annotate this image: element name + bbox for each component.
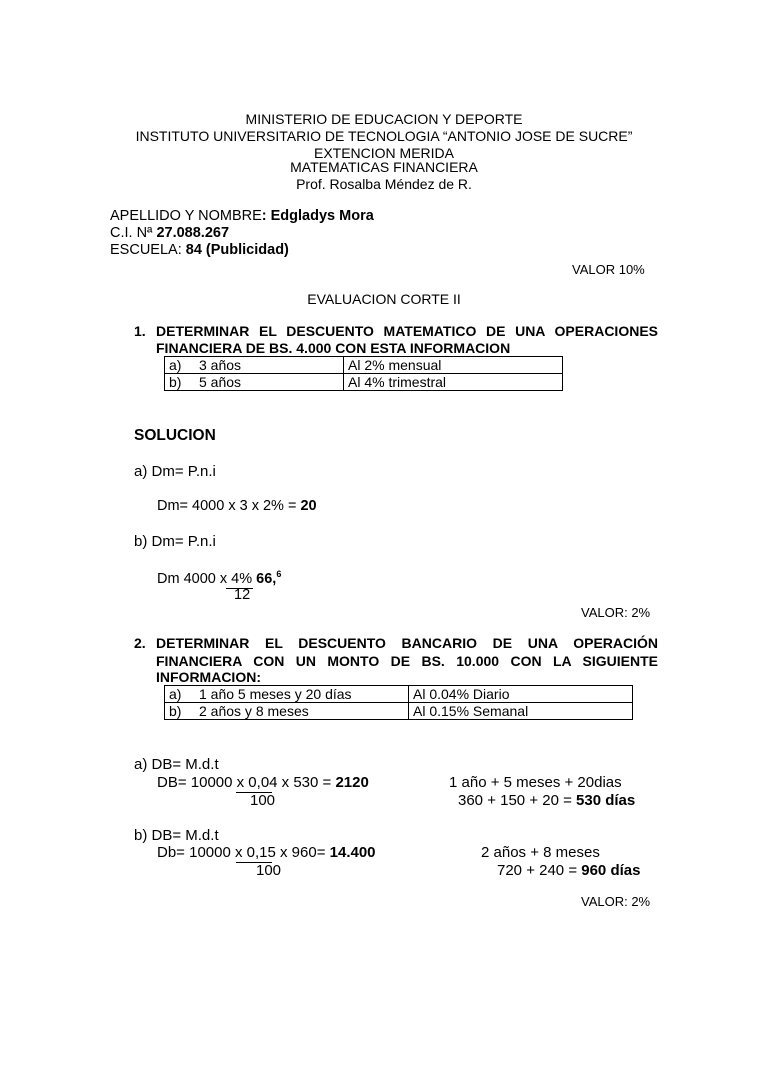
solution-1b-calc xyxy=(157,569,281,587)
row-letter: a) xyxy=(169,357,182,373)
solution-2b-formula: b) DB= M.d.t xyxy=(134,827,219,844)
valor-question-1: VALOR: 2% xyxy=(581,605,651,620)
calc-result: 66, xyxy=(256,570,277,587)
table-cell xyxy=(165,686,409,703)
student-school-label: ESCUELA: xyxy=(110,242,186,258)
calc-text: Db= 10000 x 0,15 x 960= xyxy=(157,844,330,861)
solution-2a-formula: a) DB= M.d.t xyxy=(134,756,219,773)
row-time: 2 años y 8 meses xyxy=(199,703,309,719)
table-row xyxy=(165,703,633,720)
row-rate: Al 0.04% Diario xyxy=(413,686,510,702)
student-school-value: 84 (Publicidad) xyxy=(185,242,289,258)
institute-title: INSTITUTO UNIVERSITARIO DE TECNOLOGIA “ANTONIO JOSE DE SUCRE” xyxy=(135,128,633,144)
professor-name: Prof. Rosalba Méndez de R. xyxy=(296,176,472,192)
row-rate: Al 4% trimestral xyxy=(348,374,447,390)
solution-2a-denominator: 100 xyxy=(250,792,276,809)
student-ci-row xyxy=(110,225,229,241)
calc-text: DB= 10000 x 0,04 x 530 = xyxy=(157,774,336,791)
calc-text: Dm 4000 x 4% xyxy=(157,570,257,587)
solucion-heading: SOLUCION xyxy=(134,427,216,444)
table-row xyxy=(165,686,633,703)
table-row xyxy=(165,374,563,391)
row-letter: a) xyxy=(169,686,182,702)
sum-result: 960 días xyxy=(581,862,641,879)
question-1-table xyxy=(164,356,563,391)
question-2-line2: FINANCIERA CON UN MONTO DE BS. 10.000 CON LA SIGUIENTE xyxy=(156,653,658,669)
sum-text: 720 + 240 = xyxy=(497,862,582,879)
solution-2b-days-sum xyxy=(497,862,640,879)
question-1-line1: DETERMINAR EL DESCUENTO MATEMATICO DE UNA OPERACIONES xyxy=(156,323,658,339)
student-name-row xyxy=(110,208,374,224)
student-ci-label: C.I. Nª xyxy=(110,225,157,241)
question-2-number: 2. xyxy=(134,635,146,651)
evaluation-title: EVALUACION CORTE II xyxy=(307,291,461,307)
calc-superscript: 6 xyxy=(276,569,282,579)
solution-2b-days-breakdown: 2 años + 8 meses xyxy=(481,844,600,861)
solution-2a-days-breakdown: 1 año + 5 meses + 20dias xyxy=(449,774,622,791)
row-rate: Al 2% mensual xyxy=(348,357,442,373)
question-2-line3: INFORMACION: xyxy=(156,669,261,685)
solution-2a-days-sum xyxy=(458,792,635,809)
solution-1b-formula: b) Dm= P.n.i xyxy=(134,533,216,550)
table-cell xyxy=(165,374,344,391)
table-cell xyxy=(165,357,344,374)
question-2-table xyxy=(164,685,633,720)
question-2-line1: DETERMINAR EL DESCUENTO BANCARIO DE UNA OPERACIÓN xyxy=(156,635,658,651)
table-cell xyxy=(409,703,633,720)
ministry-title: MINISTERIO DE EDUCACION Y DEPORTE xyxy=(245,111,523,127)
student-name-value: : Edgladys Mora xyxy=(261,208,374,224)
calc-text: Dm= 4000 x 3 x 2% = xyxy=(157,498,301,514)
table-cell xyxy=(344,374,563,391)
solution-2b-denominator: 100 xyxy=(256,862,282,879)
row-letter: b) xyxy=(169,703,182,719)
calc-result: 20 xyxy=(300,498,317,514)
solution-2b-calc xyxy=(157,844,376,861)
row-time: 5 años xyxy=(199,374,242,390)
solution-1a-calc xyxy=(157,498,317,514)
row-letter: b) xyxy=(169,374,182,390)
sum-result: 530 días xyxy=(576,792,636,809)
solution-1b-denominator: 12 xyxy=(234,587,251,603)
solution-1a-formula: a) Dm= P.n.i xyxy=(134,463,216,480)
row-rate: Al 0.15% Semanal xyxy=(413,703,529,719)
calc-result: 2120 xyxy=(335,774,369,791)
table-cell xyxy=(344,357,563,374)
extension-title: EXTENCION MERIDA xyxy=(313,145,454,161)
question-1-line2: FINANCIERA DE BS. 4.000 CON ESTA INFORMACION xyxy=(156,340,511,356)
calc-result: 14.400 xyxy=(329,844,376,861)
question-1-number: 1. xyxy=(134,323,146,339)
sum-text: 360 + 150 + 20 = xyxy=(458,792,577,809)
table-row xyxy=(165,357,563,374)
valor-total: VALOR 10% xyxy=(572,262,645,277)
table-cell xyxy=(165,703,409,720)
row-time: 1 año 5 meses y 20 días xyxy=(199,686,352,702)
student-school-row xyxy=(110,242,289,258)
valor-question-2: VALOR: 2% xyxy=(581,894,651,909)
student-ci-value: 27.088.267 xyxy=(156,225,230,241)
student-name-label: APELLIDO Y NOMBRE xyxy=(110,208,262,224)
table-cell xyxy=(409,686,633,703)
course-title: MATEMATICAS FINANCIERA xyxy=(290,159,478,175)
solution-2a-calc xyxy=(157,774,369,791)
row-time: 3 años xyxy=(199,357,242,373)
